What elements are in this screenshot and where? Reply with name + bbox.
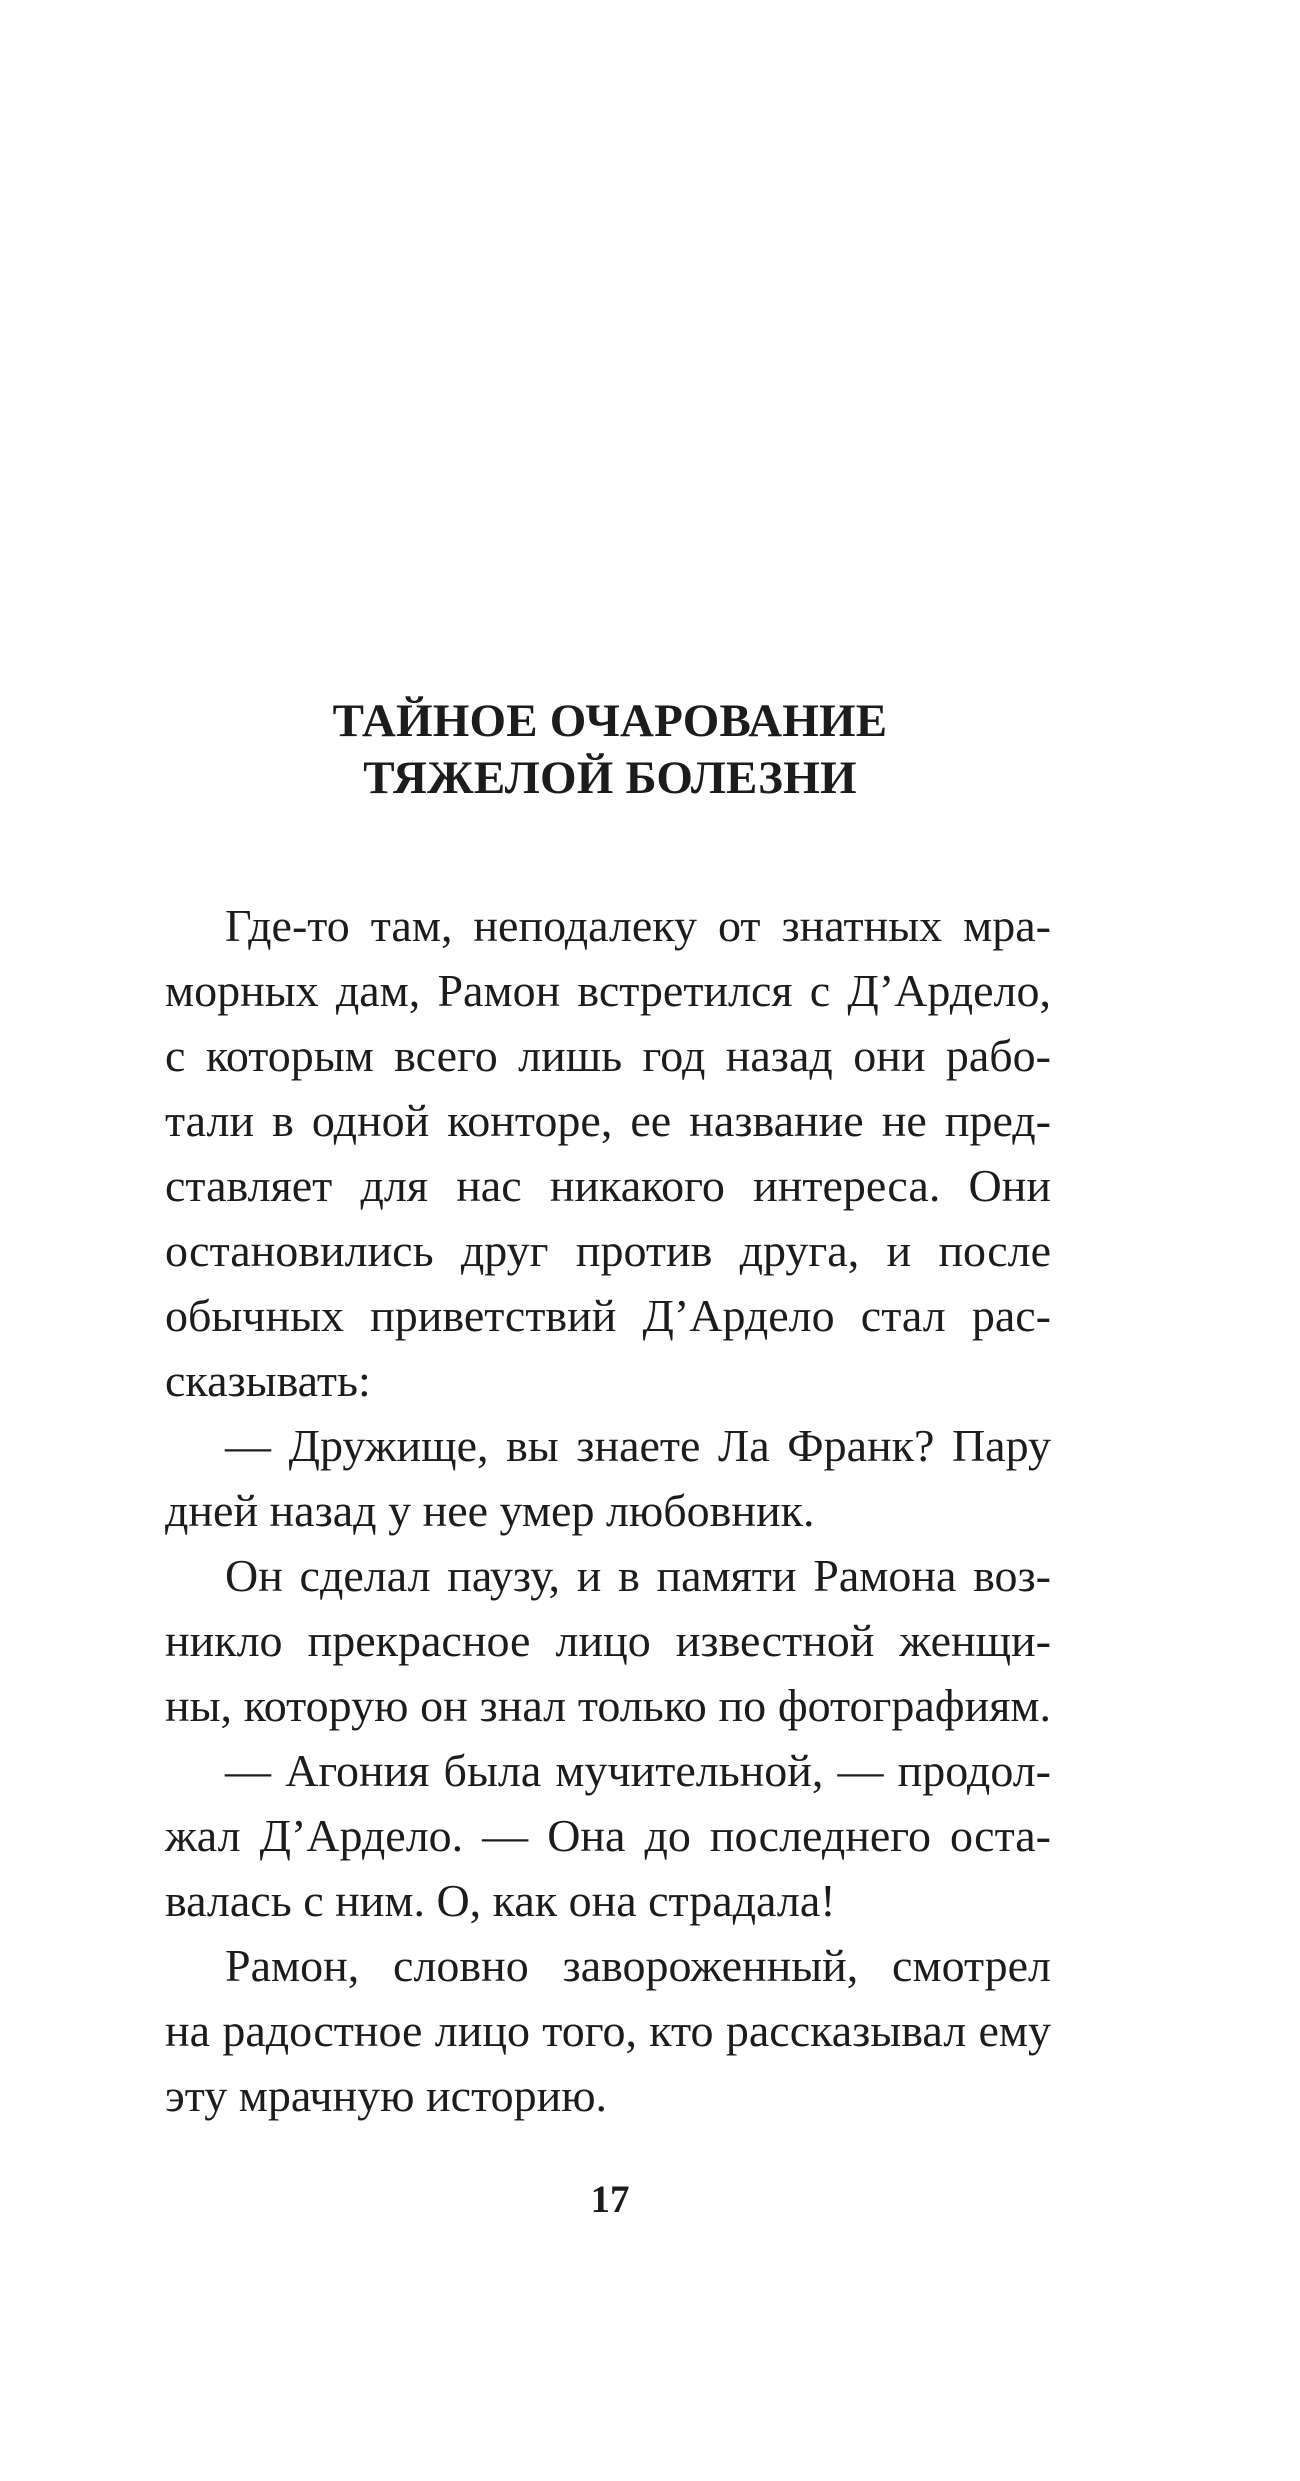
text-line: валась с ним. О, как она страдала! — [165, 1875, 836, 1926]
text-line: никло прекрасное лицо известной женщи- — [165, 1615, 1051, 1666]
text-line: морных дам, Рамон встретился с Д’Ардело, — [165, 965, 1051, 1016]
text-line: жал Д’Ардело. — Она до последнего оста- — [165, 1810, 1051, 1861]
text-line: с которым всего лишь год назад они рабо- — [165, 1030, 1051, 1081]
chapter-title-line-1: ТАЙНОЕ ОЧАРОВАНИЕ — [332, 695, 888, 747]
text-line: остановились друг против друга, и после — [165, 1225, 1051, 1276]
text-line: Где-то там, неподалеку от знатных мра- — [225, 900, 1051, 951]
text-line: Рамон, словно завороженный, смотрел — [225, 1940, 1051, 1991]
dialogue-line: — Дружище, вы знаете Ла Франк? Пару — [225, 1420, 1051, 1471]
text-line: ставляет для нас никакого интереса. Они — [165, 1160, 1051, 1211]
text-line: обычных приветствий Д’Ардело стал рас- — [165, 1290, 1051, 1341]
text-line: на радостное лицо того, кто рассказывал ему — [165, 2005, 1051, 2056]
chapter-title — [0, 693, 1220, 807]
body-text — [165, 893, 1051, 2128]
text-line: ны, которую он знал только по фотографиям. — [165, 1680, 1051, 1731]
dialogue-line: — Агония была мучительной, — продол- — [225, 1745, 1051, 1796]
text-line: тали в одной конторе, ее название не пред- — [165, 1095, 1051, 1146]
text-line: дней назад у нее умер любовник. — [165, 1485, 815, 1536]
text-line: Он сделал паузу, и в памяти Рамона воз- — [225, 1550, 1051, 1601]
page-number: 17 — [590, 2178, 630, 2221]
chapter-title-line-2: ТЯЖЕЛОЙ БОЛЕЗНИ — [363, 752, 857, 804]
text-line: эту мрачную историю. — [165, 2070, 608, 2121]
text-line: сказывать: — [165, 1355, 371, 1406]
